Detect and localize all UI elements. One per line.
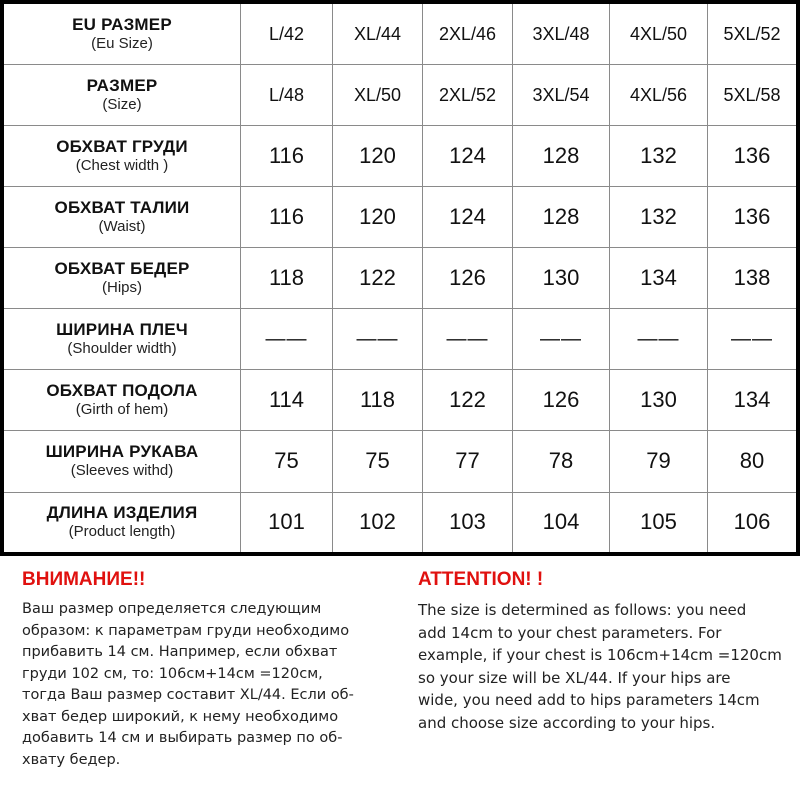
table-cell: 3XL/48 <box>513 4 610 65</box>
table-cell: —— <box>333 309 423 370</box>
table-cell: 102 <box>333 493 423 553</box>
notice-english-title: ATTENTION! ! <box>418 569 544 590</box>
table-cell: 124 <box>423 126 513 187</box>
row-label: ОБХВАТ ПОДОЛА <box>46 381 198 401</box>
row-header <box>4 493 241 553</box>
table-cell: L/42 <box>241 4 333 65</box>
row-sublabel: (Product length) <box>68 523 176 541</box>
table-cell: XL/44 <box>333 4 423 65</box>
table-cell: 104 <box>513 493 610 553</box>
table-cell: 126 <box>513 370 610 431</box>
row-sublabel: (Hips) <box>102 279 142 297</box>
row-header <box>4 431 241 492</box>
size-row <box>4 309 796 370</box>
size-chart-body <box>4 4 796 552</box>
size-row <box>4 248 796 309</box>
table-cell: 77 <box>423 431 513 492</box>
table-cell: —— <box>708 309 796 370</box>
table-cell: —— <box>513 309 610 370</box>
table-cell: 118 <box>241 248 333 309</box>
row-header <box>4 370 241 431</box>
row-header <box>4 4 241 65</box>
table-cell: 3XL/54 <box>513 65 610 126</box>
table-cell: —— <box>610 309 708 370</box>
table-cell: 132 <box>610 126 708 187</box>
table-cell: 120 <box>333 126 423 187</box>
row-label: ДЛИНА ИЗДЕЛИЯ <box>46 503 198 523</box>
notice-english <box>418 568 800 734</box>
table-cell: 136 <box>708 187 796 248</box>
row-header <box>4 248 241 309</box>
size-row <box>4 187 796 248</box>
table-cell: 75 <box>241 431 333 492</box>
table-cell: 138 <box>708 248 796 309</box>
table-cell: 79 <box>610 431 708 492</box>
table-cell: 103 <box>423 493 513 553</box>
table-cell: 2XL/52 <box>423 65 513 126</box>
table-cell: 128 <box>513 126 610 187</box>
row-sublabel: (Eu Size) <box>91 35 153 53</box>
row-label: ОБХВАТ БЕДЕР <box>54 259 190 279</box>
table-cell: L/48 <box>241 65 333 126</box>
table-cell: 114 <box>241 370 333 431</box>
table-cell: 116 <box>241 126 333 187</box>
row-label: РАЗМЕР <box>86 76 158 96</box>
table-cell: —— <box>423 309 513 370</box>
table-cell: 78 <box>513 431 610 492</box>
row-header <box>4 65 241 126</box>
row-label: ОБХВАТ ГРУДИ <box>56 137 188 157</box>
row-sublabel: (Sleeves withd) <box>70 462 174 480</box>
row-sublabel: (Waist) <box>98 218 146 236</box>
table-cell: 134 <box>610 248 708 309</box>
table-cell: 116 <box>241 187 333 248</box>
table-cell: 128 <box>513 187 610 248</box>
row-header <box>4 187 241 248</box>
table-cell: 132 <box>610 187 708 248</box>
size-row <box>4 493 796 553</box>
table-cell: 75 <box>333 431 423 492</box>
row-label: EU РАЗМЕР <box>72 15 172 35</box>
table-cell: 126 <box>423 248 513 309</box>
size-row <box>4 4 796 65</box>
size-chart-table <box>4 4 796 552</box>
size-row <box>4 431 796 492</box>
table-cell: XL/50 <box>333 65 423 126</box>
row-label: ШИРИНА РУКАВА <box>45 442 199 462</box>
notice-english-text: The size is determined as follows: you need add 14cm to your chest parameters. For example, if your chest is 106cm+14cm =120cm so your size will be XL/44. If your hips are wide, you need add to hips parameters 14cm and choose size according to your hips. <box>418 601 782 732</box>
table-cell: 134 <box>708 370 796 431</box>
table-cell: 122 <box>333 248 423 309</box>
notice-russian <box>22 568 402 771</box>
table-cell: 122 <box>423 370 513 431</box>
row-sublabel: (Shoulder width) <box>67 340 177 358</box>
row-header <box>4 126 241 187</box>
row-sublabel: (Chest width ) <box>75 157 169 175</box>
size-row <box>4 65 796 126</box>
size-row <box>4 370 796 431</box>
table-cell: 130 <box>610 370 708 431</box>
table-cell: 124 <box>423 187 513 248</box>
table-cell: 136 <box>708 126 796 187</box>
table-cell: 130 <box>513 248 610 309</box>
notice-russian-title: ВНИМАНИЕ!! <box>22 569 146 590</box>
row-sublabel: (Girth of hem) <box>75 401 169 419</box>
table-cell: 106 <box>733 509 771 535</box>
table-cell: 118 <box>333 370 423 431</box>
table-cell: 5XL/58 <box>708 65 796 126</box>
table-cell: 80 <box>708 431 796 492</box>
row-label: ШИРИНА ПЛЕЧ <box>56 320 188 340</box>
row-sublabel: (Size) <box>102 96 142 114</box>
row-label: ОБХВАТ ТАЛИИ <box>54 198 190 218</box>
table-cell: 2XL/46 <box>423 4 513 65</box>
table-cell: 4XL/50 <box>610 4 708 65</box>
size-row <box>4 126 796 187</box>
table-cell: 5XL/52 <box>708 4 796 65</box>
table-cell: 4XL/56 <box>610 65 708 126</box>
notice-russian-text: Ваш размер определяется следующим образом: к параметрам груди необходимо прибавить 14 см. Например, если обхват груди 102 см, то: 106см+14см =120см, тогда Ваш размер составит XL/44. Если об- хват бедер широкий, к нему необходимо добавить 14 см и выбирать размер по об- хвату бедер. <box>22 601 354 768</box>
row-header <box>4 309 241 370</box>
table-cell: 105 <box>610 493 708 553</box>
table-cell: —— <box>241 309 333 370</box>
table-cell: 101 <box>241 493 333 553</box>
table-cell: 120 <box>333 187 423 248</box>
